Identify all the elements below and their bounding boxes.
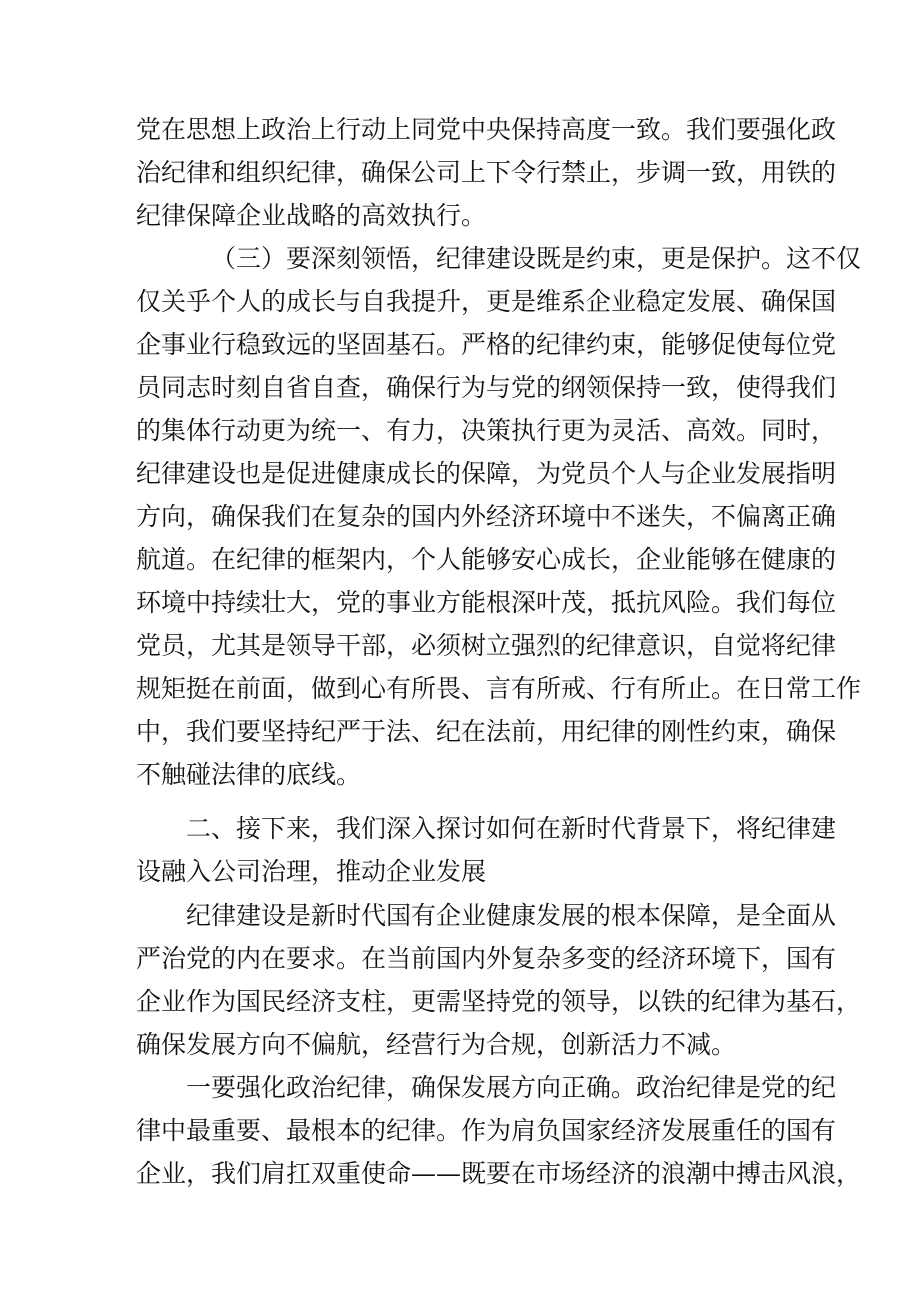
text-line: 方向，确保我们在复杂的国内外经济环境中不迷失，不偏离正确 [136, 502, 837, 531]
paragraph-continuation [136, 108, 837, 237]
text-line: 党在思想上政治上行动上同党中央保持高度一致。我们要强化政 [136, 115, 837, 144]
paragraph-discipline-foundation [136, 894, 862, 1066]
text-line: 环境中持续壮大，党的事业方能根深叶茂，抵抗风险。我们每位 [136, 588, 837, 617]
text-line: 员同志时刻自省自查，确保行为与党的纲领保持一致，使得我们 [136, 373, 837, 402]
heading-line: 二、接下来，我们深入探讨如何在新时代背景下，将纪律建 [186, 814, 837, 843]
text-line: 纪律建设是新时代国有企业健康发展的根本保障，是全面从 [186, 901, 837, 930]
paragraph-political-discipline [136, 1066, 862, 1195]
text-line: 规矩挺在前面，做到心有所畏、言有所戒、行有所止。在日常工作 [136, 674, 862, 703]
text-line: 纪律建设也是促进健康成长的保障，为党员个人与企业发展指明 [136, 459, 837, 488]
text-line: 中，我们要坚持纪严于法、纪在法前，用纪律的刚性约束，确保 [136, 717, 837, 746]
section-heading [136, 807, 837, 893]
text-line: （三）要深刻领悟，纪律建设既是约束，更是保护。这不仅 [211, 244, 862, 273]
text-line: 的集体行动更为统一、有力，决策执行更为灵活、高效。同时， [136, 416, 837, 445]
text-line: 严治党的内在要求。在当前国内外复杂多变的经济环境下，国有 [136, 944, 837, 973]
text-line: 确保发展方向不偏航，经营行为合规，创新活力不减。 [136, 1030, 737, 1059]
text-line: 企业，我们肩扛双重使命——既要在市场经济的浪潮中搏击风浪， [136, 1159, 862, 1188]
heading-line: 设融入公司治理，推动企业发展 [136, 857, 487, 886]
text-line: 党员，尤其是领导干部，必须树立强烈的纪律意识，自觉将纪律 [136, 631, 837, 660]
text-line: 航道。在纪律的框架内，个人能够安心成长，企业能够在健康的 [136, 545, 837, 574]
paragraph-section-three [136, 237, 862, 796]
text-line: 纪律保障企业战略的高效执行。 [136, 201, 487, 230]
text-line: 企事业行稳致远的坚固基石。严格的纪律约束，能够促使每位党 [136, 330, 837, 359]
text-line: 不触碰法律的底线。 [136, 760, 362, 789]
text-line: 一要强化政治纪律，确保发展方向正确。政治纪律是党的纪 [186, 1073, 837, 1102]
text-line: 仅关乎个人的成长与自我提升，更是维系企业稳定发展、确保国 [136, 287, 837, 316]
text-line: 治纪律和组织纪律，确保公司上下令行禁止，步调一致，用铁的 [136, 158, 837, 187]
text-line: 律中最重要、最根本的纪律。作为肩负国家经济发展重任的国有 [136, 1116, 837, 1145]
text-line: 企业作为国民经济支柱，更需坚持党的领导，以铁的纪律为基石， [136, 987, 862, 1016]
